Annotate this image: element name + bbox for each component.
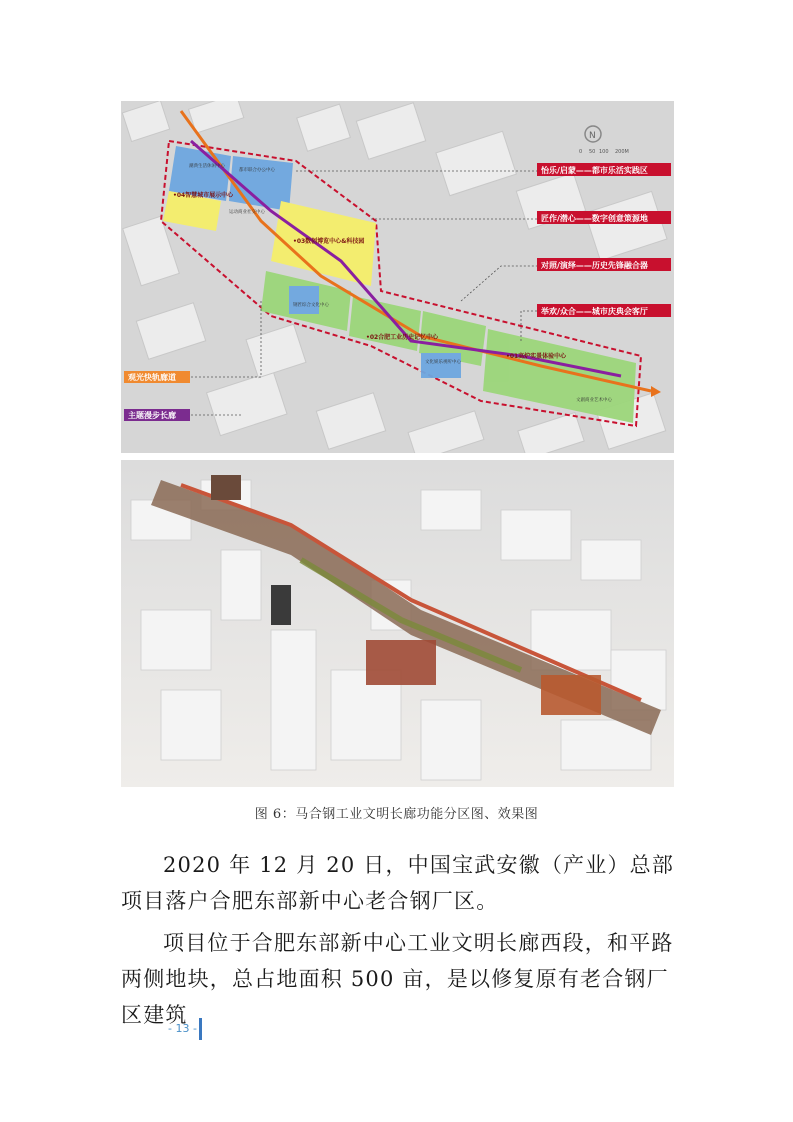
- block-label: 都市联合办公中心: [239, 168, 275, 173]
- block-label: 运动商业社交中心: [229, 210, 265, 215]
- zone-label-01: •01高炉实景体验中心: [506, 353, 567, 360]
- legend-tag-2: 匠作/潜心——数字创意策源地: [541, 214, 648, 223]
- page-number: - 13 -: [168, 1022, 197, 1035]
- legend-tag-3: 对照/演绎——历史先锋融合器: [541, 261, 648, 270]
- route-tag-purple: 主题漫步长廊: [128, 411, 176, 420]
- legend-tag-4: 举欢/众合——城市庆典会客厅: [541, 307, 648, 316]
- svg-text:200M: 200M: [615, 149, 629, 155]
- zone-label-03: •03数创博览中心&科技园: [293, 238, 365, 245]
- svg-text:100: 100: [599, 149, 609, 155]
- aerial-render-image: [121, 460, 674, 787]
- block-label: 文化娱乐视听中心: [425, 360, 461, 365]
- block-label: 钢匠综合文化中心: [293, 303, 329, 308]
- zoning-plan-figure: [121, 101, 674, 453]
- zone-label-04: •04智慧城市展示中心: [173, 192, 234, 199]
- figure-caption: 图 6：马合钢工业文明长廊功能分区图、效果图: [254, 807, 539, 822]
- legend-tag-1: 怡乐/启蒙——都市乐活实践区: [541, 166, 648, 175]
- block-label: 文創商业艺术中心: [576, 398, 612, 403]
- svg-text:0: 0: [579, 149, 583, 155]
- block-label: 潮典生活休闲中心: [189, 164, 225, 169]
- route-tag-orange: 观光快轨廊道: [128, 373, 176, 382]
- page-number-bar: [199, 1018, 202, 1040]
- svg-text:N: N: [589, 131, 596, 141]
- body-paragraph: 项目位于合肥东部新中心工业文明长廊西段，和平路两侧地块，总占地面积 500 亩，是以修复原有老合钢厂区建筑: [121, 931, 674, 1027]
- svg-text:50: 50: [589, 149, 596, 155]
- body-paragraph: 2020 年 12 月 20 日，中国宝武安徽（产业）总部项目落户合肥东部新中心老合钢厂区。: [121, 853, 675, 913]
- zone-label-02: •02合肥工业历史记忆中心: [366, 334, 439, 341]
